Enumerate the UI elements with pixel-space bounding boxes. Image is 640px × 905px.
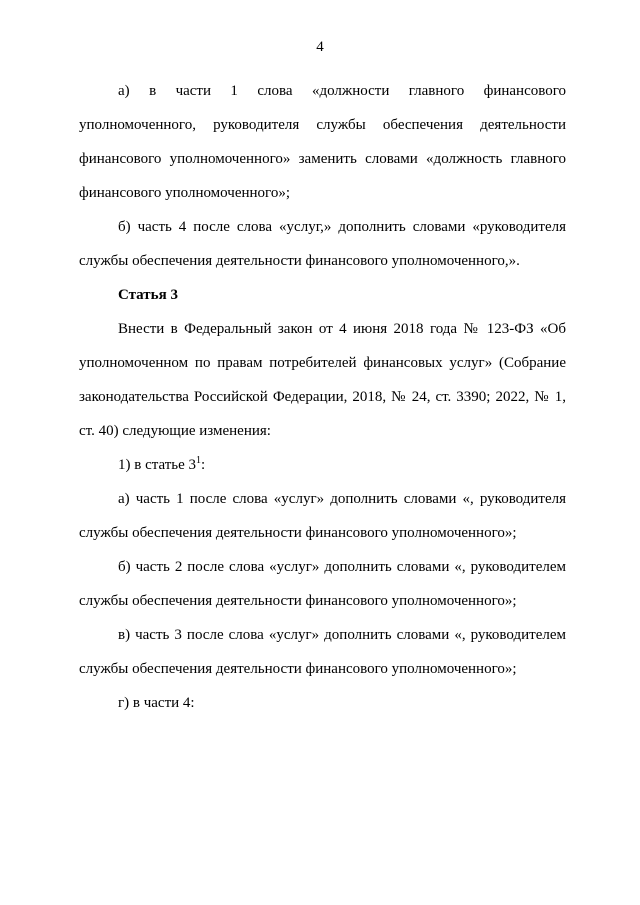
paragraph-subitem-c: в) часть 3 после слова «услуг» дополнить словами «, руководителем службы обеспечения деятельности финансового уполномоченного»;	[79, 627, 566, 677]
item-1-superscript: 1	[196, 455, 202, 466]
paragraph-article-intro: Внести в Федеральный закон от 4 июня 2018 года № 123-ФЗ «Об уполномоченном по правам потребителей финансовых услуг» (Собрание законодательства Российской Федерации, 2018, № 24, ст. 3390; 2022, № 1, ст. 40) следующие изменения:	[79, 321, 566, 439]
document-body	[79, 74, 566, 720]
paragraph-amendment-b-part4: б) часть 4 после слова «услуг,» дополнить словами «руководителя службы обеспечения деятельности финансового уполномоченного,».	[79, 219, 566, 269]
article-heading: Статья 3	[118, 287, 178, 303]
item-1-colon: :	[201, 457, 206, 473]
item-1-text: 1) в статье 3	[118, 457, 197, 473]
paragraph-item-1	[79, 448, 566, 482]
page-number: 4	[316, 39, 324, 55]
paragraph-amendment-a-part1: а) в части 1 слова «должности главного финансового уполномоченного, руководителя службы обеспечения деятельности финансового уполномоченного» заменить словами «должность главного финансового уполномоченного»;	[79, 83, 566, 201]
paragraph-subitem-d: г) в части 4:	[118, 695, 195, 711]
paragraph-subitem-b: б) часть 2 после слова «услуг» дополнить словами «, руководителем службы обеспечения деятельности финансового уполномоченного»;	[79, 559, 566, 609]
paragraph-subitem-a: а) часть 1 после слова «услуг» дополнить словами «, руководителя службы обеспечения деятельности финансового уполномоченного»;	[79, 491, 566, 541]
